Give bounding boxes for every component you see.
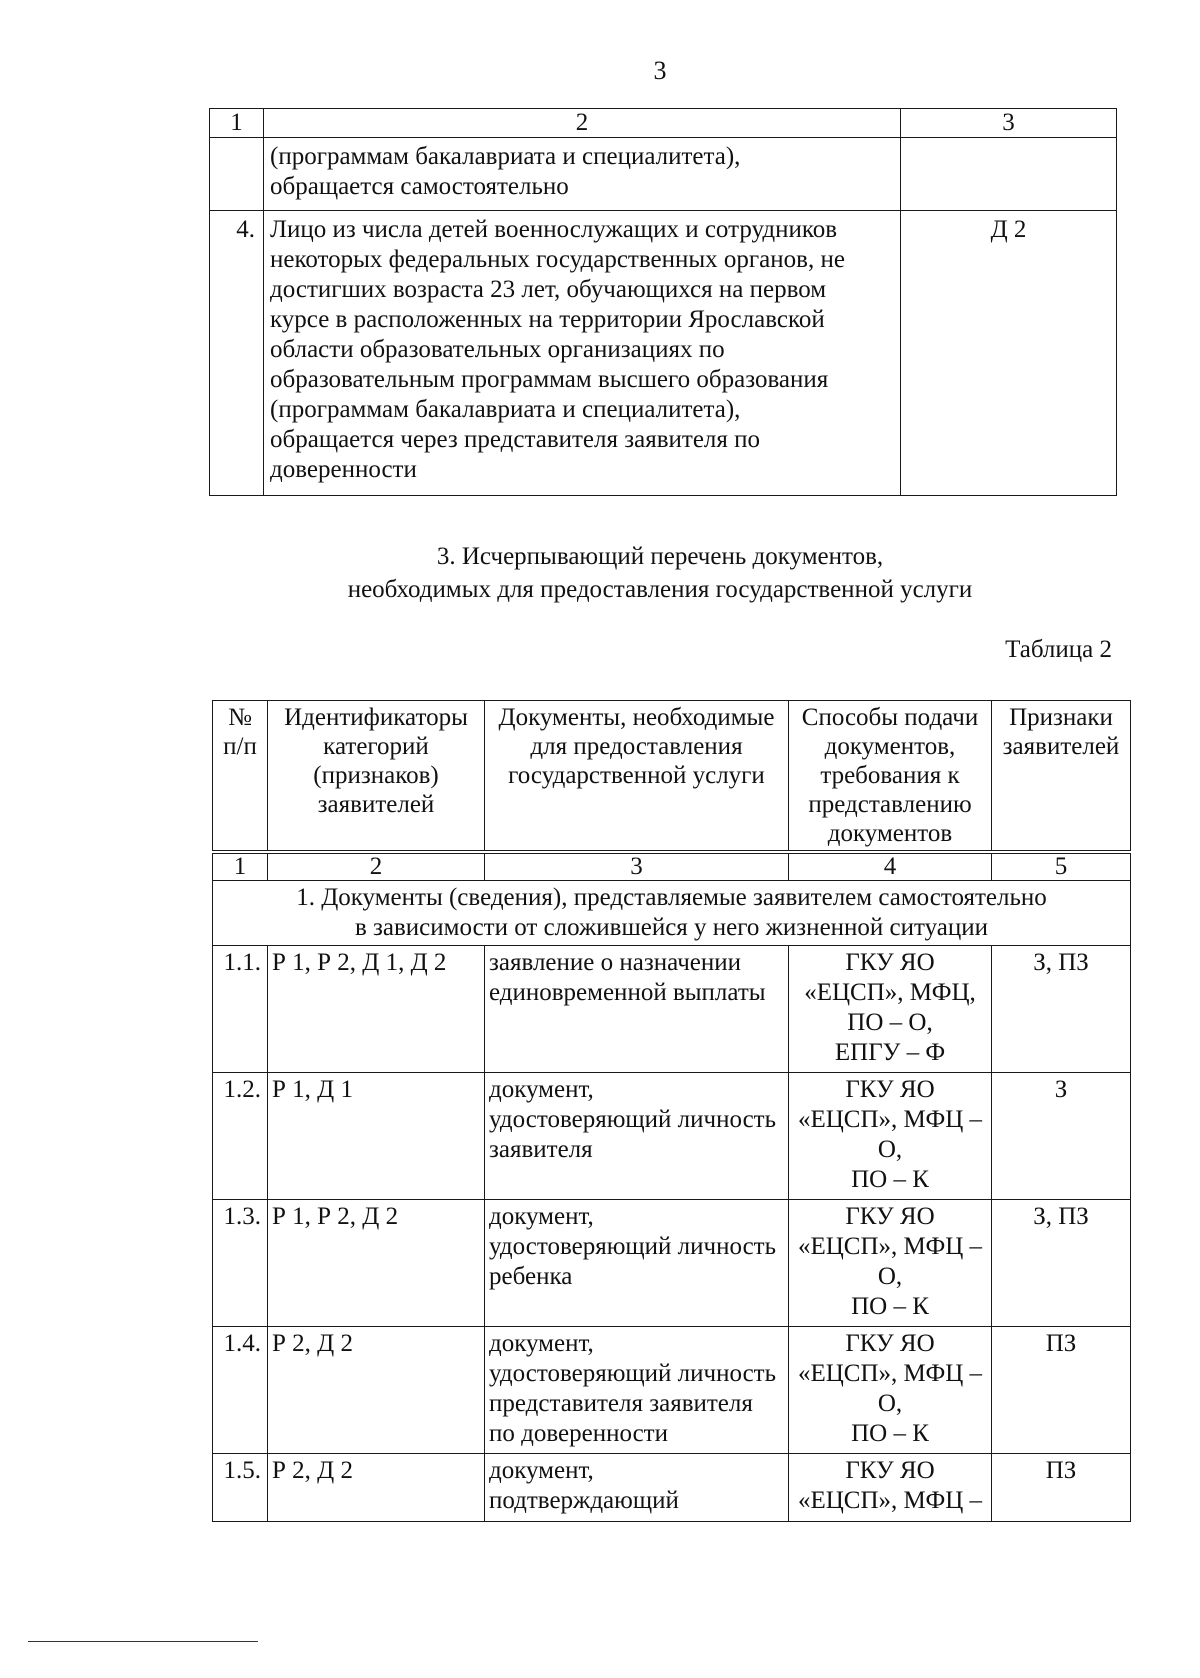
column-number: 2: [268, 852, 485, 881]
category-identifiers: Р 1, Д 1: [268, 1073, 485, 1200]
row-number: 1.5.: [213, 1454, 268, 1522]
document-name: документ, удостоверяющий личность ребенка: [485, 1200, 789, 1327]
submission-methods: ГКУ ЯО «ЕЦСП», МФЦ –: [789, 1454, 992, 1522]
section-heading-cell: 1. Документы (сведения), представляемые заявителем самостоятельно в зависимости от сложившейся у него жизненной ситуации: [213, 881, 1131, 946]
category-identifiers: Р 2, Д 2: [268, 1454, 485, 1522]
section-row: [213, 881, 1131, 946]
applicant-category-text: Лицо из числа детей военнослужащих и сотрудников некоторых федеральных государственных органов, не достигших возраста 23 лет, обучающихся на первом курсе в расположенных на территории Ярославской области образовательных организациях по образовательным программам высшего образования (программам бакалавриата и специалитета), обращается через представителя заявителя по доверенности: [264, 211, 901, 496]
column-number: 5: [992, 852, 1131, 881]
submission-methods: ГКУ ЯО «ЕЦСП», МФЦ – О, ПО – К: [789, 1073, 992, 1200]
column-number: 3: [485, 852, 789, 881]
column-number: 1: [213, 852, 268, 881]
documents-table: [212, 700, 1131, 1522]
table-row: [213, 946, 1131, 1073]
applicant-signs: З: [992, 1073, 1131, 1200]
document-name: документ, удостоверяющий личность представителя заявителя по доверенности: [485, 1327, 789, 1454]
criterion-code: Д 2: [901, 211, 1117, 496]
row-number: 1.3.: [213, 1200, 268, 1327]
header-applicant-signs: Признаки заявителей: [992, 701, 1131, 853]
category-identifiers: Р 2, Д 2: [268, 1327, 485, 1454]
column-number: 1: [210, 109, 264, 138]
criterion-code: [901, 138, 1117, 211]
row-number: 1.4.: [213, 1327, 268, 1454]
category-identifiers: Р 1, Р 2, Д 2: [268, 1200, 485, 1327]
document-name: заявление о назначении единовременной выплаты: [485, 946, 789, 1073]
applicant-category-text: (программам бакалавриата и специалитета), обращается самостоятельно: [264, 138, 901, 211]
row-number: 4.: [210, 211, 264, 496]
applicant-signs: З, ПЗ: [992, 946, 1131, 1073]
document-name: документ, подтверждающий: [485, 1454, 789, 1522]
continued-table: [209, 108, 1117, 496]
applicant-signs: З, ПЗ: [992, 1200, 1131, 1327]
header-documents: Документы, необходимые для предоставления государственной услуги: [485, 701, 789, 853]
applicant-signs: ПЗ: [992, 1327, 1131, 1454]
table-label: Таблица 2: [1005, 636, 1112, 663]
column-number: 2: [264, 109, 901, 138]
row-number: 1.1.: [213, 946, 268, 1073]
page-number: 3: [653, 56, 667, 85]
row-number: [210, 138, 264, 211]
header-number: № п/п: [213, 701, 268, 853]
header-identifiers: Идентификаторы категорий (признаков) заявителей: [268, 701, 485, 853]
table-row: [213, 1073, 1131, 1200]
category-identifiers: Р 1, Р 2, Д 1, Д 2: [268, 946, 485, 1073]
table-header-row: [213, 701, 1131, 853]
row-number: 1.2.: [213, 1073, 268, 1200]
table-header-row: [210, 109, 1117, 138]
column-numbers-row: [213, 852, 1131, 881]
submission-methods: ГКУ ЯО «ЕЦСП», МФЦ – О, ПО – К: [789, 1327, 992, 1454]
applicant-signs: ПЗ: [992, 1454, 1131, 1522]
footnote-divider: [28, 1641, 258, 1642]
table-row: [213, 1200, 1131, 1327]
column-number: 3: [901, 109, 1117, 138]
column-number: 4: [789, 852, 992, 881]
table-row: [213, 1327, 1131, 1454]
table-row: [210, 211, 1117, 496]
table-row: [213, 1454, 1131, 1522]
submission-methods: ГКУ ЯО «ЕЦСП», МФЦ – О, ПО – К: [789, 1200, 992, 1327]
submission-methods: ГКУ ЯО «ЕЦСП», МФЦ, ПО – О, ЕПГУ – Ф: [789, 946, 992, 1073]
section-heading: 3. Исчерпывающий перечень документов, необходимых для предоставления государственной услуги: [347, 543, 973, 603]
table-row: [210, 138, 1117, 211]
document-name: документ, удостоверяющий личность заявителя: [485, 1073, 789, 1200]
header-submission-methods: Способы подачи документов, требования к представлению документов: [789, 701, 992, 853]
